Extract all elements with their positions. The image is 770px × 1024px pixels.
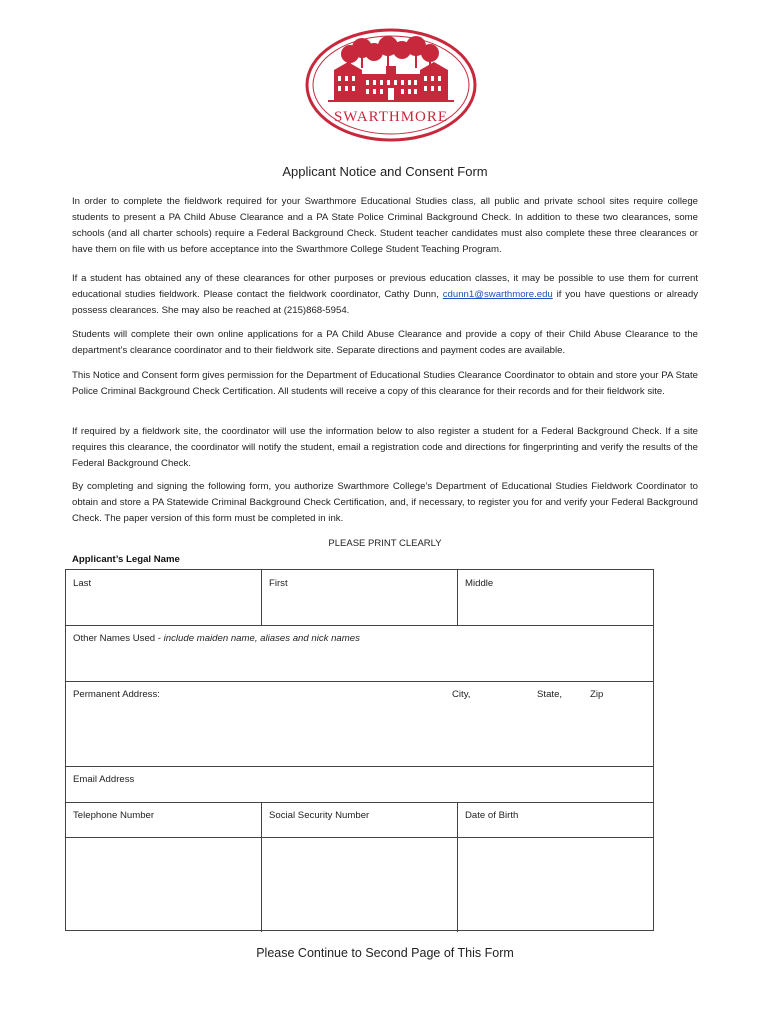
coordinator-email-link[interactable]: cdunn1@swarthmore.edu [442, 289, 553, 300]
print-clearly-note: PLEASE PRINT CLEARLY [328, 538, 442, 549]
other-names-label: Other Names Used - [73, 633, 164, 644]
p2-text-before: If a student has obtained any of these clearances for other purposes or previous education classes, it may be possible to use them for current educational studies fieldwork. Please contact the fieldwork coordinator, Cathy Dunn, [72, 273, 698, 300]
applicant-info-table [65, 569, 654, 931]
middle-name-field[interactable]: Middle [465, 578, 494, 589]
p2-text-after: if you have questions or already possess clearances. She may also be reached at (215)868-5954. [72, 289, 698, 316]
city-field[interactable]: City, [452, 689, 471, 700]
swarthmore-logo [304, 26, 478, 144]
authorization-paragraph: By completing and signing the following form, you authorize Swarthmore College’s Department of Educational Studies Fieldwork Coordinator to obtain and store a PA Statewide Criminal Background Check Certification, and, if necessary, to register you for and verify your Federal Background Check. The paper version of this form must be completed in ink. [72, 481, 698, 524]
other-names-hint: include maiden name, aliases and nick names [163, 633, 360, 644]
first-name-field[interactable]: First [269, 578, 288, 589]
consent-paragraph: This Notice and Consent form gives permission for the Department of Educational Studies Clearance Coordinator to obtain and store your PA State Police Criminal Background Check Certification. All students will receive a copy of this clearance for their records and for their fieldwork site. [72, 370, 698, 397]
last-name-field[interactable]: Last [73, 578, 92, 589]
existing-clearances-paragraph [72, 271, 698, 319]
legal-name-heading: Applicant’s Legal Name [72, 554, 180, 565]
continue-note: Please Continue to Second Page of This Form [256, 946, 514, 960]
permanent-address-field[interactable]: Permanent Address: [73, 689, 160, 700]
column-divider [261, 570, 262, 625]
column-divider [261, 802, 262, 932]
federal-check-paragraph: If required by a fieldwork site, the coordinator will use the information below to also register a student for a Federal Background Check. If a site requires this clearance, the coordinator will notify the student, email a registration code and directions for fingerprinting and verify the results of the Federal Background Check. [72, 426, 698, 469]
zip-field[interactable]: Zip [590, 689, 604, 700]
state-field[interactable]: State, [537, 689, 563, 700]
date-of-birth-field[interactable]: Date of Birth [465, 810, 519, 821]
row-divider [66, 625, 653, 626]
other-names-field[interactable] [73, 633, 360, 644]
intro-paragraph: In order to complete the fieldwork required for your Swarthmore Educational Studies class, all public and private school sites require college students to present a PA Child Abuse Clearance and a PA State Police Criminal Background Check. In addition to these two clearances, some schools (and all charter schools) require a Federal Background Check. Student teacher candidates must also complete these three clearances or have them on file with us before acceptance into the Swarthmore College Student Teaching Program. [72, 196, 698, 255]
telephone-number-field[interactable]: Telephone Number [73, 810, 155, 821]
row-divider [66, 802, 653, 803]
social-security-number-field[interactable]: Social Security Number [269, 810, 370, 821]
column-divider [457, 570, 458, 625]
row-divider [66, 681, 653, 682]
column-divider [457, 802, 458, 932]
child-abuse-paragraph: Students will complete their own online applications for a PA Child Abuse Clearance and provide a copy of their Child Abuse Clearance to the department’s clearance coordinator and to their fieldwork site. Separate directions and payment codes are available. [72, 329, 698, 356]
logo-text: SWARTHMORE [333, 109, 449, 125]
form-title: Applicant Notice and Consent Form [282, 164, 488, 179]
row-divider [66, 837, 653, 838]
row-divider [66, 766, 653, 767]
email-address-field[interactable]: Email Address [73, 774, 135, 785]
